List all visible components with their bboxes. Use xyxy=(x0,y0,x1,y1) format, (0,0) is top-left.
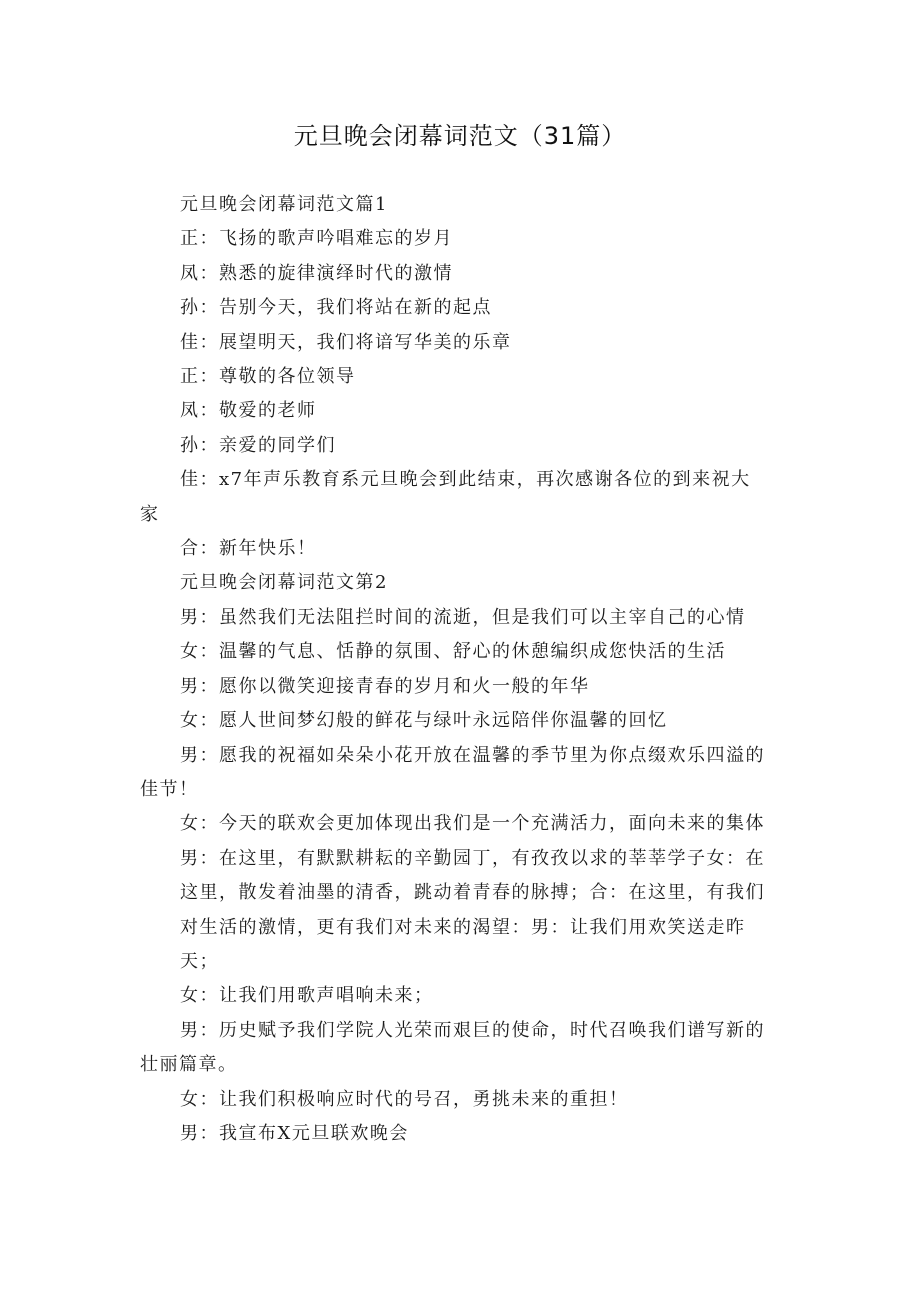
dialogue-line: 男：我宣布X元旦联欢晚会 xyxy=(180,1122,409,1144)
document-title: 元旦晚会闭幕词范文（31篇） xyxy=(293,122,627,150)
dialogue-line: 凤：熟悉的旋律演绎时代的激情 xyxy=(180,262,453,284)
dialogue-line: 男：历史赋予我们学院人光荣而艰巨的使命，时代召唤我们谱写新的壮丽篇章。 xyxy=(140,1019,765,1076)
section-heading-2: 元旦晚会闭幕词范文第2 xyxy=(180,572,388,594)
dialogue-line: 凤：敬爱的老师 xyxy=(180,400,317,422)
dialogue-line: 女：温馨的气息、恬静的氛围、舒心的休憩编织成您快活的生活 xyxy=(180,641,726,663)
dialogue-line: 孙：告别今天，我们将站在新的起点 xyxy=(180,297,492,319)
dialogue-line: 男：在这里，有默默耕耘的辛勤园丁，有孜孜以求的莘莘学子女：在这里，散发着油墨的清香，跳动着青春的脉搏；合：在这里，有我们对生活的激情，更有我们对未来的渴望：男：让我们用欢笑送走昨天； xyxy=(180,847,765,972)
dialogue-line: 女：愿人世间梦幻般的鲜花与绿叶永远陪伴你温馨的回忆 xyxy=(180,710,668,732)
dialogue-line: 正：飞扬的歌声吟唱难忘的岁月 xyxy=(180,228,453,250)
dialogue-line: 男：愿我的祝福如朵朵小花开放在温馨的季节里为你点缀欢乐四溢的佳节！ xyxy=(140,744,765,800)
dialogue-line: 孙：亲爱的同学们 xyxy=(180,434,336,456)
dialogue-line: 男：虽然我们无法阻拦时间的流逝，但是我们可以主宰自己的心情 xyxy=(180,606,746,628)
dialogue-line: 合：新年快乐！ xyxy=(180,538,317,560)
dialogue-line: 佳：x7年声乐教育系元旦晚会到此结束，再次感谢各位的到来祝大家 xyxy=(140,469,751,525)
document-body xyxy=(140,188,766,1151)
section-heading-1: 元旦晚会闭幕词范文篇1 xyxy=(180,194,388,215)
dialogue-line: 正：尊敬的各位领导 xyxy=(180,366,356,388)
dialogue-line: 女：让我们用歌声唱响未来； xyxy=(180,985,434,1007)
dialogue-line: 佳：展望明天，我们将谙写华美的乐章 xyxy=(180,331,512,353)
dialogue-line: 女：让我们积极响应时代的号召，勇挑未来的重担！ xyxy=(180,1088,629,1110)
dialogue-line: 男：愿你以微笑迎接青春的岁月和火一般的年华 xyxy=(180,675,590,697)
dialogue-line: 女：今天的联欢会更加体现出我们是一个充满活力，面向未来的集体 xyxy=(180,813,765,835)
